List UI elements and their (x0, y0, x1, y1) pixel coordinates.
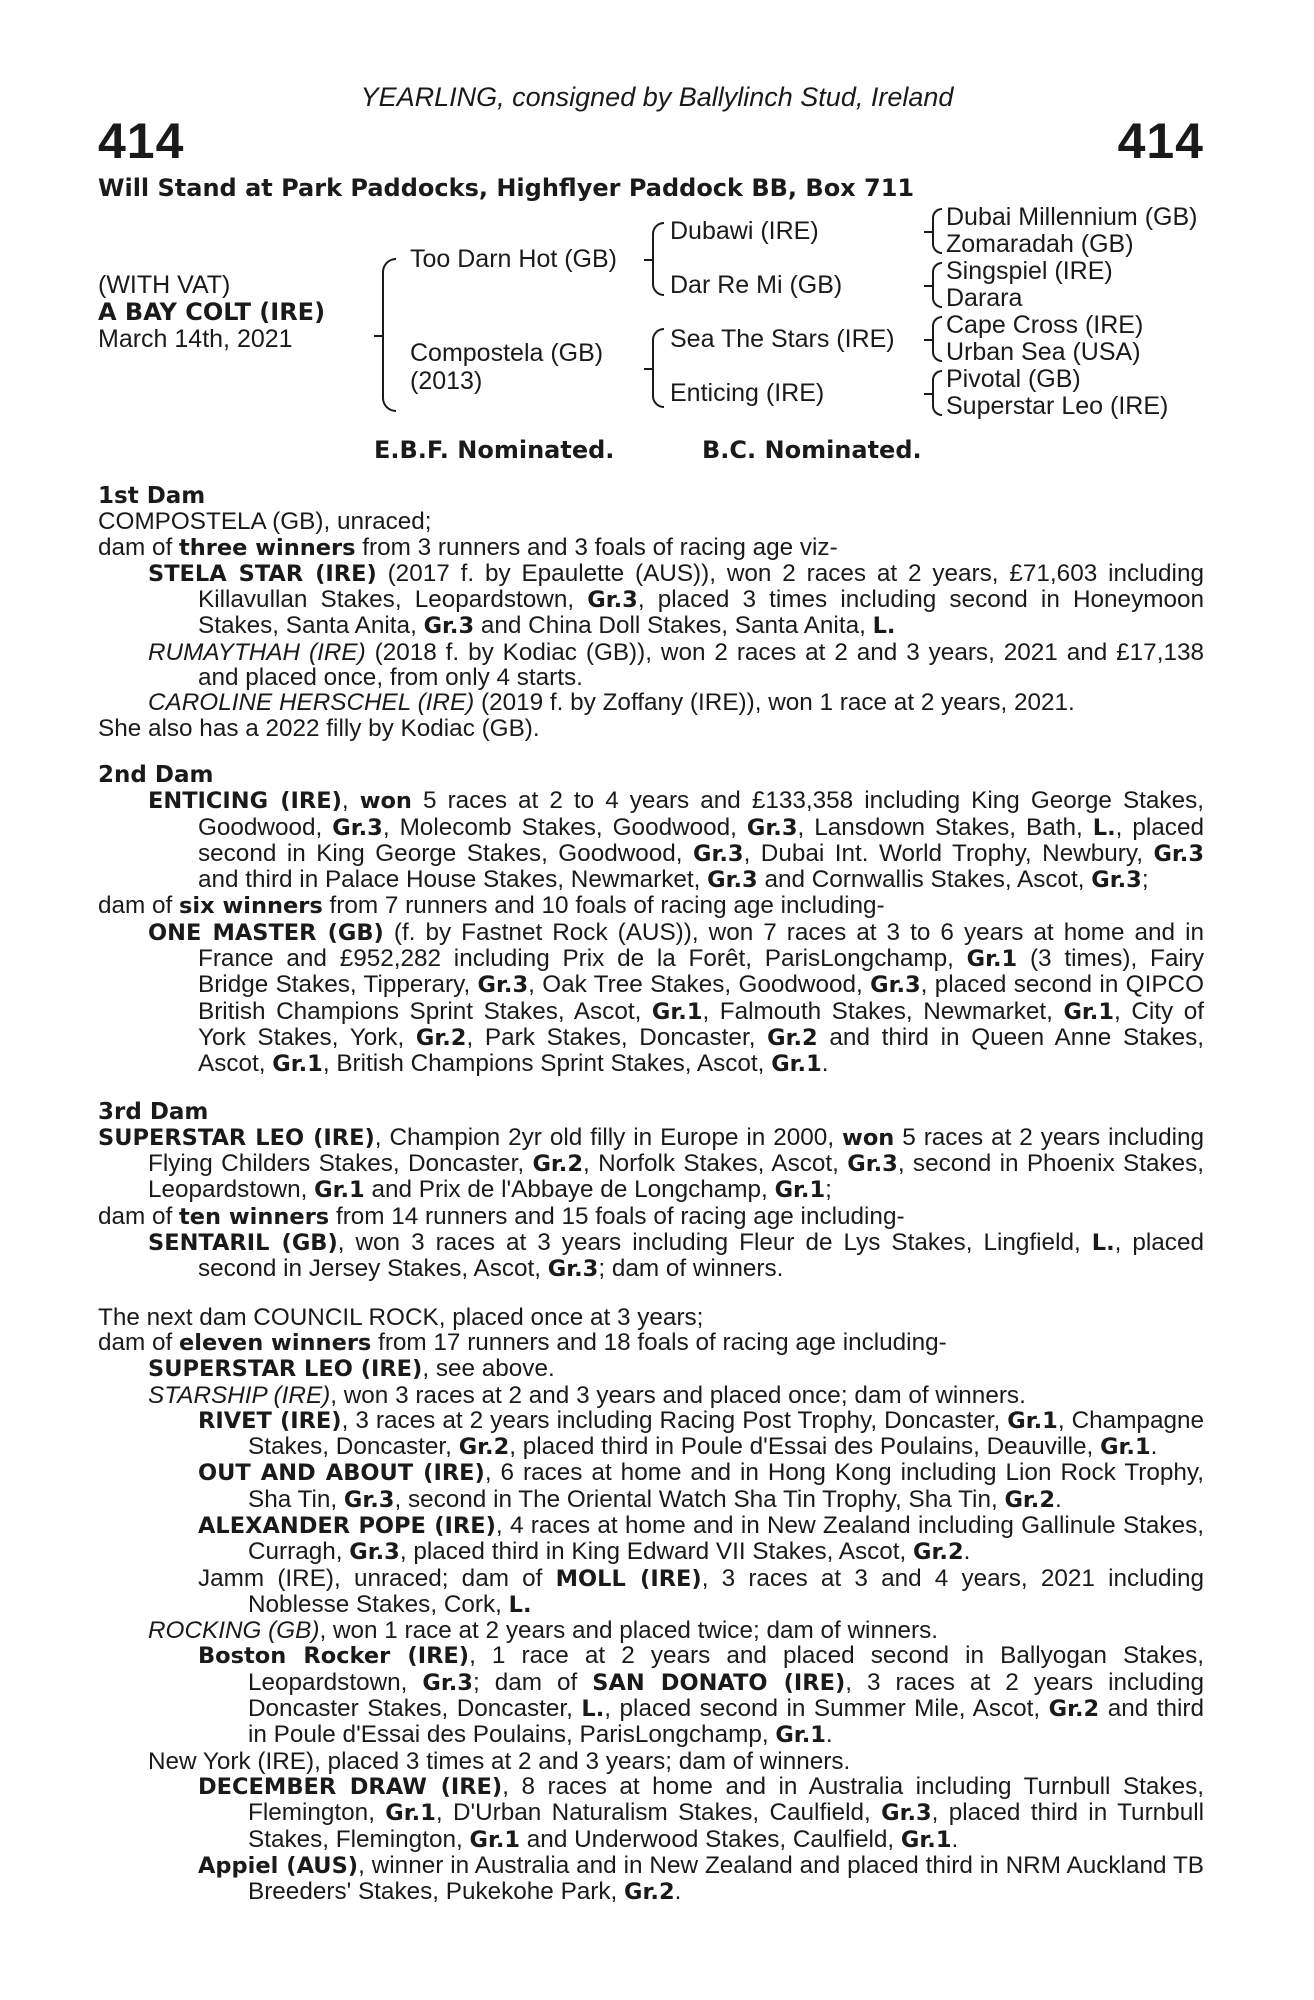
pedigree-gg2: Zomaradah (GB) (946, 230, 1134, 258)
ebf-nominated: E.B.F. Nominated. (374, 436, 615, 464)
produce-december-draw: DECEMBER DRAW (IRE), 8 races at home and in Australia including Turnbull Stakes, Flemington, Gr.1, D'Urban Naturalism Stakes, Caulfield, Gr.3, placed third in Turnbull Stakes, Flemington, Gr.1 and Underwood Stakes, Caulfield, Gr.1. (198, 1772, 1204, 1853)
next-dam-produce-summary: dam of eleven winners from 17 runners and 18 foals of racing age including- (98, 1328, 947, 1356)
produce-one-master: ONE MASTER (GB) (f. by Fastnet Rock (AUS)), won 7 races at 3 to 6 years at home and in France and £952,282 including Prix de la Forêt, ParisLongchamp, Gr.1 (3 times), Fairy Bridge Stakes, Tipperary, Gr.3, Oak Tree Stakes, Goodwood, Gr.3, placed second in QIPCO British Champions Sprint Stakes, Ascot, Gr.1, Falmouth Stakes, Newmarket, Gr.1, City of York Stakes, York, Gr.2, Park Stakes, Doncaster, Gr.2 and third in Queen Anne Stakes, Ascot, Gr.1, British Champions Sprint Stakes, Ascot, Gr.1. (148, 918, 1205, 1078)
pedigree-brace-g2 (932, 262, 942, 308)
produce-sentaril: SENTARIL (GB), won 3 races at 3 years including Fleur de Lys Stakes, Lingfield, L., placed second in Jersey Stakes, Ascot, Gr.3; dam of winners. (148, 1229, 1204, 1283)
second-dam-produce-summary: dam of six winners from 7 runners and 10 foals of racing age including- (98, 892, 885, 920)
produce-starship: STARSHIP (IRE), won 3 races at 2 and 3 years and placed once; dam of winners. (148, 1381, 1026, 1409)
third-dam-heading: 3rd Dam (98, 1098, 209, 1125)
first-dam-line: COMPOSTELA (GB), unraced; (98, 508, 432, 536)
section-gap (98, 1283, 1204, 1305)
bc-nominated: B.C. Nominated. (702, 436, 922, 464)
stand-location: Will Stand at Park Paddocks, Highflyer Paddock BB, Box 711 (98, 174, 915, 202)
produce-jamm: Jamm (IRE), unraced; dam of MOLL (IRE), 3 races at 3 and 4 years, 2021 including Noblesse Stakes, Cork, L. (198, 1564, 1204, 1618)
first-dam-heading: 1st Dam (98, 483, 206, 509)
third-dam-produce-summary: dam of ten winners from 14 runners and 15 foals of racing age including- (98, 1202, 905, 1230)
lot-number-left: 414 (98, 113, 185, 169)
horse-name: A BAY COLT (IRE) (98, 298, 326, 326)
third-dam-superstar-leo: SUPERSTAR LEO (IRE), Champion 2yr old filly in Europe in 2000, won 5 races at 2 years including Flying Childers Stakes, Doncaster, Gr.2, Norfolk Stakes, Ascot, Gr.3, second in Phoenix Stakes, Leopardstown, Gr.1 and Prix de l'Abbaye de Longchamp, Gr.1; (98, 1123, 1205, 1204)
pedigree-brace-g1 (932, 208, 942, 254)
pedigree-gg4: Darara (946, 284, 1023, 312)
first-dam-produce-summary: dam of three winners from 3 runners and 3 foals of racing age viz- (98, 533, 838, 561)
pedigree-gg6: Urban Sea (USA) (946, 338, 1141, 366)
first-dam-note: She also has a 2022 filly by Kodiac (GB). (98, 714, 540, 742)
next-dam-line: The next dam COUNCIL ROCK, placed once at 3 years; (98, 1303, 704, 1331)
produce-superstar-leo-ref: SUPERSTAR LEO (IRE), see above. (148, 1355, 555, 1383)
pedigree-dam-year: (2013) (410, 367, 483, 395)
vat-note: (WITH VAT) (98, 271, 231, 299)
produce-new-york: New York (IRE), placed 3 times at 2 and 3 years; dam of winners. (148, 1747, 851, 1775)
pedigree-gg8: Superstar Leo (IRE) (946, 392, 1169, 420)
pedigree-gg3: Singspiel (IRE) (946, 257, 1113, 285)
produce-stela-star: STELA STAR (IRE) (2017 f. by Epaulette (AUS)), won 2 races at 2 years, £71,603 including Killavullan Stakes, Leopardstown, Gr.3, placed 3 times including second in Honeymoon Stakes, Santa Anita, Gr.3 and China Doll Stakes, Santa Anita, L. (148, 559, 1204, 640)
pedigree-dam-sire: Sea The Stars (IRE) (670, 325, 895, 353)
pedigree-sire-dam: Dar Re Mi (GB) (670, 271, 843, 299)
produce-boston-rocker: Boston Rocker (IRE), 1 race at 2 years and placed second in Ballyogan Stakes, Leopardstown, Gr.3; dam of SAN DONATO (IRE), 3 races at 2 years including Doncaster Stakes, Doncaster, L., placed second in Summer Mile, Ascot, Gr.2 and third in Poule d'Essai des Poulains, ParisLongchamp, Gr.1. (198, 1642, 1205, 1749)
produce-out-and-about: OUT AND ABOUT (IRE), 6 races at home and in Hong Kong including Lion Rock Trophy, Sha Tin, Gr.3, second in The Oriental Watch Sha Tin Trophy, Sha Tin, Gr.2. (198, 1459, 1205, 1513)
pedigree-brace-dam (652, 328, 664, 408)
consignor-line: YEARLING, consigned by Ballylinch Stud, Ireland (360, 82, 954, 112)
produce-caroline-herschel: CAROLINE HERSCHEL (IRE) (2019 f. by Zoffany (IRE)), won 1 race at 2 years, 2021. (148, 689, 1075, 717)
pedigree-dam: Compostela (GB) (410, 339, 604, 367)
foaling-date: March 14th, 2021 (98, 325, 293, 353)
pedigree-sire: Too Darn Hot (GB) (410, 245, 618, 273)
pedigree-brace-g3 (932, 316, 942, 362)
produce-rumaythah: RUMAYTHAH (IRE) (2018 f. by Kodiac (GB)), won 2 races at 2 and 3 years, 2021 and £17,138 and placed once, from only 4 starts. (148, 638, 1204, 692)
pedigree-brace-main (382, 258, 396, 412)
produce-rivet: RIVET (IRE), 3 races at 2 years including Racing Post Trophy, Doncaster, Gr.1, Champagne Stakes, Doncaster, Gr.2, placed third in Poule d'Essai des Poulains, Deauville, Gr.1. (198, 1406, 1204, 1461)
pedigree-gg1: Dubai Millennium (GB) (946, 203, 1198, 231)
pedigree-gg7: Pivotal (GB) (946, 365, 1081, 393)
produce-rocking: ROCKING (GB), won 1 race at 2 years and placed twice; dam of winners. (148, 1617, 938, 1645)
produce-alexander-pope: ALEXANDER POPE (IRE), 4 races at home and in New Zealand including Gallinule Stakes, Curragh, Gr.3, placed third in King Edward VII Stakes, Ascot, Gr.2. (198, 1511, 1204, 1566)
produce-appiel: Appiel (AUS), winner in Australia and in New Zealand and placed third in NRM Auckland TB Breeders' Stakes, Pukekohe Park, Gr.2. (198, 1851, 1205, 1906)
second-dam-heading: 2nd Dam (98, 761, 214, 788)
pedigree-brace-g4 (932, 370, 942, 416)
produce-record (98, 484, 1204, 1905)
second-dam-enticing: ENTICING (IRE), won 5 races at 2 to 4 years and £133,358 including King George Stakes, Goodwood, Gr.3, Molecomb Stakes, Goodwood, Gr.3, Lansdown Stakes, Bath, L., placed second in King George Stakes, Goodwood, Gr.3, Dubai Int. World Trophy, Newbury, Gr.3 and third in Palace House Stakes, Newmarket, Gr.3 and Cornwallis Stakes, Ascot, Gr.3; (148, 787, 1204, 894)
pedigree-dam-dam: Enticing (IRE) (670, 379, 825, 407)
pedigree-gg5: Cape Cross (IRE) (946, 311, 1144, 339)
pedigree-brace-sire (652, 222, 664, 296)
lot-number-right: 414 (1117, 113, 1204, 169)
pedigree-sire-sire: Dubawi (IRE) (670, 217, 819, 245)
